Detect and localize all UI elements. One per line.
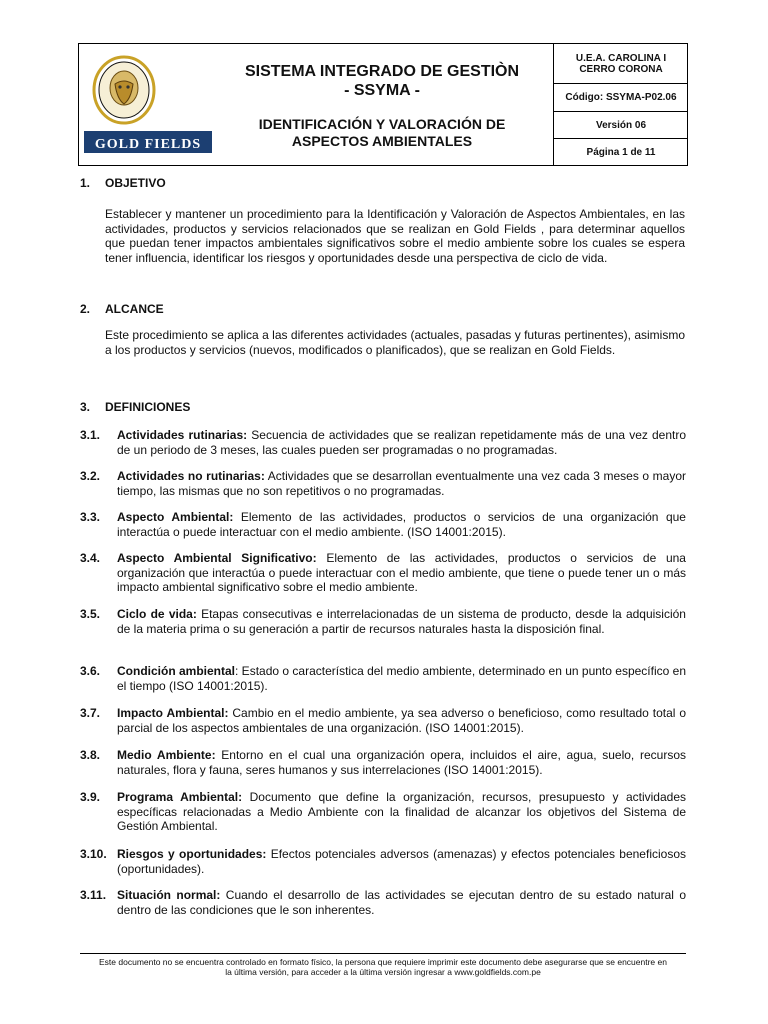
- subtitle-line-1: IDENTIFICACIÓN Y VALORACIÓN DE: [258, 116, 506, 132]
- footer-divider: [80, 953, 686, 954]
- title-line-2: - SSYMA -: [344, 82, 420, 99]
- unit-line-2: CERRO CORONA: [579, 63, 663, 75]
- gold-fields-logo: [79, 44, 212, 165]
- section-heading-alcance: 2. ALCANCE: [80, 302, 164, 316]
- document-title: [212, 116, 552, 150]
- document-header: [78, 43, 688, 166]
- unit-cell: [554, 44, 688, 84]
- footer-line-2: la última versión, para acceder a la última versión ingresar a www.goldfields.com.pe: [225, 967, 541, 977]
- code-cell: Código: SSYMA-P02.06: [554, 84, 688, 112]
- title-line-1: SISTEMA INTEGRADO DE GESTIÒN: [244, 63, 520, 80]
- alcance-text: Este procedimiento se aplica a las diferentes actividades (actuales, pasadas y futuras pertinentes), asimismo a los productos y servicios (nuevos, modificados o planificados), que se realizan en Gold Fields.: [105, 328, 685, 357]
- svg-text:GOLD FIELDS: GOLD FIELDS: [94, 137, 202, 152]
- section-heading-objetivo: 1. OBJETIVO: [80, 176, 166, 190]
- footer-disclaimer: [80, 957, 686, 977]
- subtitle-line-2: ASPECTOS AMBIENTALES: [291, 133, 473, 149]
- lion-crest-icon: [94, 57, 154, 123]
- page-cell: Página 1 de 11: [586, 146, 656, 158]
- footer-line-1: Este documento no se encuentra controlado en formato físico, la persona que requiere imprimir este documento debe asegurarse que se encuentre en: [99, 957, 667, 967]
- objetivo-text: Establecer y mantener un procedimiento para la Identificación y Valoración de Aspectos Ambientales, en las actividades, productos y servicios relacionados que se realizan en Gold Fields , para determinar aquellos que puedan tener impactos ambientales significativos sobre el medio ambiente sobre los cuales se espera tener influencia, identificar los riesgos y oportunidades desde una perspectiva de ciclo de vida.: [105, 207, 685, 265]
- unit-line-1: U.E.A. CAROLINA I: [575, 52, 667, 64]
- version-cell: Versión 06: [554, 112, 688, 139]
- system-title: [212, 62, 552, 100]
- document-meta: [553, 44, 688, 165]
- section-heading-definiciones: 3. DEFINICIONES: [80, 400, 191, 414]
